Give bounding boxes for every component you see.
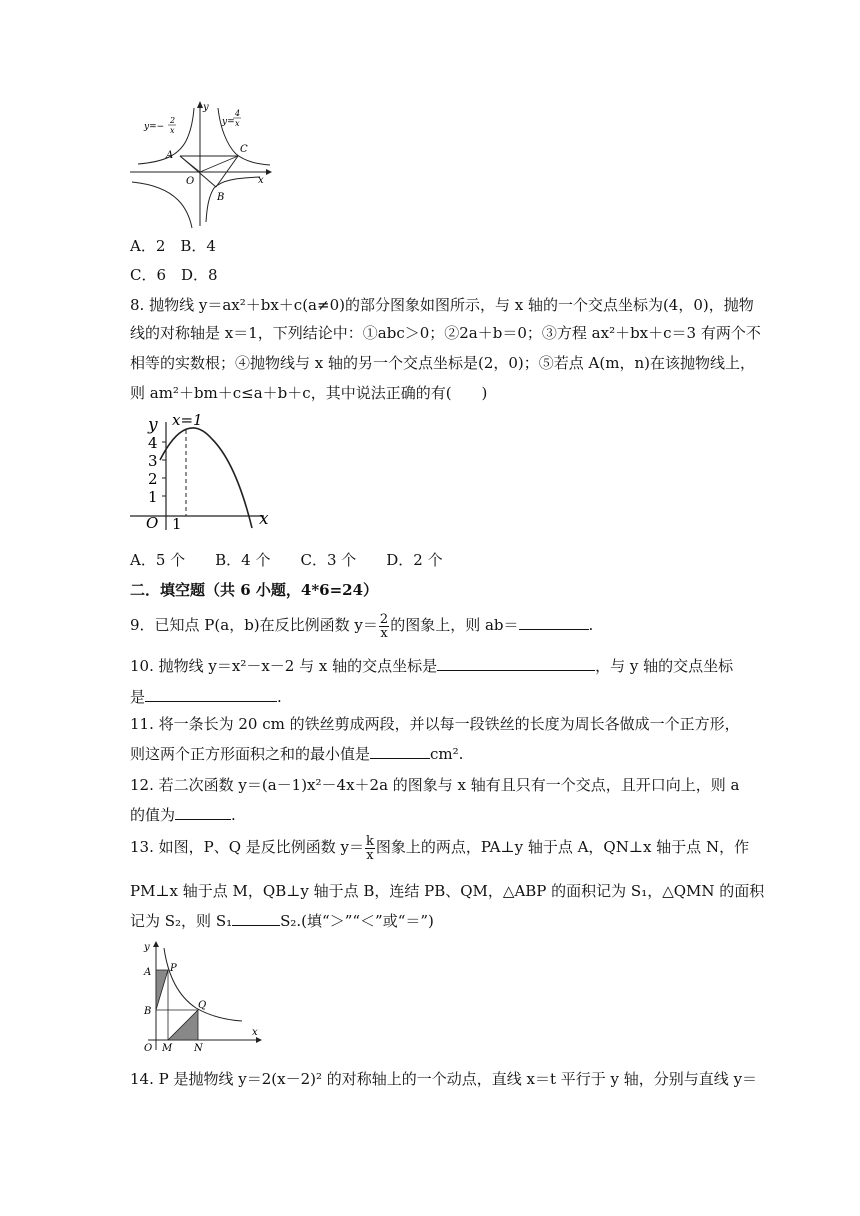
q12-line1: 12. 若二次函数 y＝(a－1)x²－4x＋2a 的图象与 x 轴有且只有一个交点，且开口向上，则 a — [130, 776, 740, 794]
label-x-axis: x — [252, 1027, 258, 1038]
label-point-b: B — [144, 1006, 152, 1017]
label-left-frac-n: 2 — [170, 116, 176, 125]
q8-line4: 则 am²＋bm＋c≤a＋b＋c，其中说法正确的有( ) — [130, 384, 488, 402]
q12-answer-blank[interactable] — [175, 805, 231, 820]
q9-answer-blank[interactable] — [519, 615, 589, 630]
q7-options-row1: A．2 B．4 — [130, 237, 216, 255]
q10-answer-blank-1[interactable] — [437, 656, 595, 671]
q11-text-2a: 则这两个正方形面积之和的最小值是 — [130, 745, 371, 763]
q12-line2 — [130, 804, 236, 826]
label-right-frac-d: x — [235, 119, 240, 128]
q10-line1 — [130, 655, 733, 677]
q7-options-row2: C．6 D．8 — [130, 266, 218, 284]
tick-y-4: 4 — [148, 434, 158, 452]
label-point-n: N — [194, 1043, 203, 1054]
triangle-qmn — [168, 1010, 198, 1040]
tick-y-3: 3 — [148, 452, 158, 470]
label-symmetry-axis: x=1 — [172, 411, 203, 429]
q9-text-post: 的图象上，则 ab＝ — [390, 616, 519, 634]
label-point-m: M — [162, 1043, 173, 1054]
x-axis-arrow — [266, 169, 272, 175]
q9-frac-numerator: 2 — [379, 611, 389, 627]
label-point-a: A — [144, 967, 152, 978]
label-point-p: P — [170, 963, 177, 974]
q9-frac-denominator: x — [380, 625, 388, 641]
q10-line2 — [130, 686, 282, 708]
q13-text-3b: S₂.(填“＞”“＜”或“＝”) — [280, 912, 434, 930]
label-right-frac-n: 4 — [235, 109, 241, 118]
y-axis-arrow — [153, 941, 159, 947]
triangle-abp — [156, 970, 168, 1010]
parabola-curve — [160, 428, 252, 528]
q11-answer-blank[interactable] — [370, 744, 430, 759]
q8-line2: 线的对称轴是 x＝1，下列结论中：①abc＞0；②2a＋b＝0；③方程 ax²＋bx＋c＝3 有两个不 — [130, 324, 761, 342]
section-2-title: 二．填空题（共 6 小题，4*6=24） — [130, 581, 379, 599]
q10-text-1a: 10. 抛物线 y＝x²－x－2 与 x 轴的交点坐标是 — [130, 657, 438, 675]
q12-text-2a: 的值为 — [130, 806, 176, 824]
label-point-q: Q — [198, 1000, 207, 1011]
label-point-b: B — [217, 192, 225, 203]
q13-text-3a: 记为 S₂，则 S₁ — [130, 912, 233, 930]
q11-line2 — [130, 743, 463, 765]
segment-oa — [180, 156, 200, 172]
q13-fraction — [365, 835, 375, 862]
q13-answer-blank[interactable] — [232, 911, 280, 926]
q13-line2: PM⊥x 轴于点 M，QB⊥y 轴于点 B，连结 PB、QM，△ABP 的面积记为 S₁，△QMN 的面积 — [130, 882, 765, 900]
q9-text-end: . — [588, 616, 594, 634]
q10-text-1b: ，与 y 轴的交点坐标 — [595, 657, 734, 675]
label-x-axis: x — [259, 509, 269, 529]
q13-line1 — [130, 832, 749, 862]
label-origin: O — [186, 176, 195, 187]
label-point-a: A — [166, 150, 174, 161]
q13-text-1a: 13. 如图，P、Q 是反比例函数 y＝ — [130, 838, 365, 856]
label-y-axis: y — [203, 102, 209, 113]
label-right-curve: y= — [222, 117, 235, 127]
q13-frac-denominator: x — [366, 847, 374, 863]
q13-line3 — [130, 910, 434, 932]
q13-frac-numerator: k — [366, 833, 374, 849]
tick-y-2: 2 — [148, 470, 158, 488]
tick-x-1: 1 — [172, 515, 182, 533]
q11-text-2b: cm². — [430, 745, 464, 763]
figure-q13-inverse-function — [138, 938, 264, 1056]
figure-q7-hyperbolas — [128, 96, 278, 231]
q8-options: A．5 个 B．4 个 C．3 个 D．2 个 — [130, 551, 443, 569]
label-point-c: C — [240, 144, 248, 155]
q8-line1: 8. 抛物线 y＝ax²＋bx＋c(a≠0)的部分图象如图所示，与 x 轴的一个交点坐标为(4，0)，抛物 — [130, 296, 754, 314]
q8-line3: 相等的实数根；④抛物线与 x 轴的另一个交点坐标是(2，0)；⑤若点 A(m，n)在该抛物线上， — [130, 354, 755, 372]
q9-text-pre: 9．已知点 P(a，b)在反比例函数 y＝ — [130, 616, 378, 634]
label-y-axis: y — [148, 415, 158, 435]
q11-line1: 11. 将一条长为 20 cm 的铁丝剪成两段，并以每一段铁丝的长度为周长各做成一个正方形， — [130, 715, 740, 733]
q10-text-2b: . — [277, 688, 282, 706]
q13-text-1b: 图象上的两点，PA⊥y 轴于点 A，QN⊥x 轴于点 N，作 — [375, 838, 750, 856]
q9-line — [130, 610, 593, 640]
q10-answer-blank-2[interactable] — [145, 687, 277, 702]
label-y-axis: y — [144, 942, 150, 953]
curve-neg-2-over-x-lower — [206, 177, 260, 222]
q14-line1: 14. P 是抛物线 y＝2(x－2)² 的对称轴上的一个动点，直线 x＝t 平行于 y 轴，分别与直线 y＝ — [130, 1070, 758, 1088]
q12-text-2b: . — [231, 806, 236, 824]
q10-text-2a: 是 — [130, 688, 146, 706]
label-x-axis: x — [258, 175, 264, 186]
label-point-o: O — [144, 1043, 153, 1054]
label-left-curve: y=− — [144, 122, 165, 132]
tick-y-1: 1 — [148, 488, 158, 506]
figure-q8-parabola — [128, 408, 278, 538]
curve-4-over-x-lower — [132, 182, 192, 228]
label-origin: O — [146, 514, 159, 532]
label-left-frac-d: x — [170, 126, 175, 135]
q9-fraction — [379, 613, 389, 640]
